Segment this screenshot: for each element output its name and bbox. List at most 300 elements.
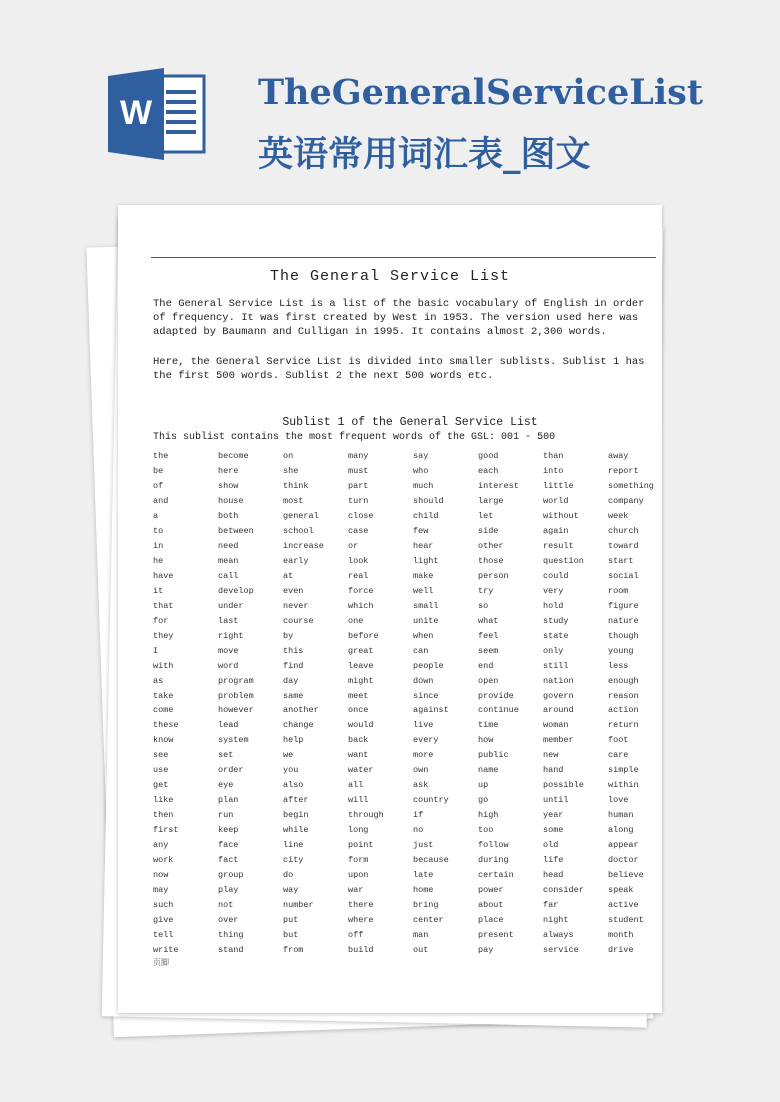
word-cell: country <box>413 795 449 806</box>
word-cell: early <box>283 555 309 566</box>
word-cell: can <box>413 645 429 656</box>
word-cell: to <box>153 525 164 536</box>
word-cell: keep <box>218 825 239 836</box>
word-row <box>153 554 673 569</box>
word-cell: case <box>348 525 369 536</box>
word-cell: start <box>608 555 634 566</box>
word-cell: real <box>348 570 369 581</box>
word-cell: become <box>218 451 249 461</box>
word-row <box>153 778 673 793</box>
word-cell: week <box>608 510 629 521</box>
word-cell: new <box>543 750 559 761</box>
word-cell: take <box>153 690 174 701</box>
word-cell: while <box>283 825 309 836</box>
word-row <box>153 868 673 883</box>
word-cell: year <box>543 810 564 821</box>
word-cell: public <box>478 750 509 761</box>
word-cell: love <box>608 795 629 806</box>
word-row <box>153 793 673 808</box>
word-cell: should <box>413 495 444 506</box>
word-cell: appear <box>608 840 639 851</box>
word-cell: face <box>218 840 239 851</box>
word-cell: make <box>413 570 434 581</box>
word-cell: provide <box>478 690 514 701</box>
word-cell: member <box>543 735 574 746</box>
word-cell: open <box>478 675 499 686</box>
word-cell: ask <box>413 780 429 791</box>
word-row <box>153 748 673 763</box>
word-cell: back <box>348 735 369 746</box>
word-cell: always <box>543 930 574 940</box>
word-cell: action <box>608 705 639 716</box>
word-cell: form <box>348 855 369 866</box>
word-cell: general <box>283 510 319 521</box>
word-cell: of <box>153 480 164 491</box>
word-cell: want <box>348 750 369 761</box>
word-cell: great <box>348 645 374 656</box>
word-row <box>153 539 673 554</box>
word-cell: point <box>348 840 374 851</box>
word-cell: where <box>348 915 374 926</box>
word-cell: world <box>543 495 569 506</box>
word-cell: day <box>283 675 299 686</box>
word-cell: will <box>348 795 369 806</box>
word-cell: live <box>413 720 434 731</box>
word-cell: look <box>348 555 369 566</box>
word-cell: bring <box>413 900 439 911</box>
word-cell: with <box>153 660 174 671</box>
word-cell: program <box>218 675 254 686</box>
word-cell: no <box>413 825 424 836</box>
word-cell: how <box>478 735 494 746</box>
word-cell: turn <box>348 495 369 506</box>
word-cell: tell <box>153 930 174 940</box>
word-cell: name <box>478 765 499 776</box>
document-heading: The General Service List <box>269 268 511 285</box>
word-cell: against <box>413 705 449 716</box>
word-cell: company <box>608 495 644 506</box>
word-cell: do <box>283 870 294 881</box>
word-row <box>153 913 673 928</box>
word-cell: small <box>413 600 439 611</box>
word-cell: way <box>283 885 299 896</box>
svg-text:W: W <box>119 94 153 132</box>
word-row <box>153 644 673 659</box>
word-cell: move <box>218 645 239 656</box>
word-cell: I <box>153 645 159 656</box>
word-cell: could <box>543 570 569 581</box>
word-cell: system <box>218 735 249 746</box>
word-cell: doctor <box>608 855 639 866</box>
word-cell: order <box>218 765 244 776</box>
word-cell: light <box>413 555 439 566</box>
word-cell: this <box>283 645 304 656</box>
word-cell: under <box>218 600 244 611</box>
word-cell: out <box>413 944 429 955</box>
word-cell: put <box>283 915 299 926</box>
word-cell: part <box>348 480 369 491</box>
word-cell: human <box>608 810 634 821</box>
word-cell: both <box>218 510 239 521</box>
word-cell: people <box>413 660 444 671</box>
word-cell: lead <box>218 720 239 731</box>
word-cell: late <box>413 870 434 881</box>
word-cell: a <box>153 510 159 521</box>
word-cell: question <box>543 555 584 566</box>
word-row <box>153 569 673 584</box>
word-cell: as <box>153 675 164 686</box>
word-cell: down <box>413 675 434 686</box>
word-cell: play <box>218 885 239 896</box>
word-cell: head <box>543 870 564 881</box>
word-row <box>153 479 673 494</box>
word-cell: some <box>543 825 564 836</box>
word-row <box>153 898 673 913</box>
word-cell: along <box>608 825 634 836</box>
word-row <box>153 629 673 644</box>
word-cell: we <box>283 750 294 761</box>
word-cell: set <box>218 750 234 761</box>
word-row <box>153 464 673 479</box>
word-cell: what <box>478 615 499 626</box>
word-cell: one <box>348 615 364 626</box>
word-cell: very <box>543 585 564 596</box>
word-cell: upon <box>348 870 369 881</box>
word-cell: from <box>283 944 304 955</box>
word-cell: through <box>348 810 384 821</box>
word-row <box>153 674 673 689</box>
word-cell: right <box>218 630 244 641</box>
word-cell: call <box>218 570 239 581</box>
word-cell: many <box>348 451 369 461</box>
word-cell: hear <box>413 540 434 551</box>
word-cell: never <box>283 600 309 611</box>
word-cell: water <box>348 765 374 776</box>
word-cell: social <box>608 570 639 581</box>
word-row <box>153 763 673 778</box>
word-cell: use <box>153 765 169 776</box>
word-row <box>153 808 673 823</box>
word-cell: house <box>218 495 244 506</box>
word-cell: those <box>478 555 504 566</box>
word-cell: so <box>478 600 489 611</box>
word-cell: person <box>478 570 509 581</box>
word-cell: though <box>608 630 639 641</box>
word-cell: school <box>283 525 314 536</box>
word-cell: help <box>283 735 304 746</box>
word-cell: when <box>413 630 434 641</box>
word-cell: thing <box>218 930 244 940</box>
word-row <box>153 614 673 629</box>
word-cell: once <box>348 705 369 716</box>
word-cell: in <box>153 540 164 551</box>
word-cell: but <box>283 930 299 940</box>
word-cell: enough <box>608 675 639 686</box>
word-cell: increase <box>283 540 324 551</box>
word-cell: student <box>608 915 644 926</box>
word-cell: write <box>153 944 179 955</box>
word-cell: own <box>413 765 429 776</box>
word-cell: woman <box>543 720 569 731</box>
word-cell: war <box>348 885 364 896</box>
word-cell: unite <box>413 615 439 626</box>
word-row <box>153 853 673 868</box>
word-cell: say <box>413 451 429 461</box>
word-cell: feel <box>478 630 499 641</box>
word-cell: which <box>348 600 374 611</box>
word-cell: into <box>543 465 564 476</box>
word-row <box>153 943 673 958</box>
word-cell: side <box>478 525 499 536</box>
word-cell: church <box>608 525 639 536</box>
word-cell: report <box>608 465 639 476</box>
word-cell: they <box>153 630 174 641</box>
word-cell: night <box>543 915 569 926</box>
word-cell: close <box>348 510 374 521</box>
word-cell: result <box>543 540 574 551</box>
word-cell: fact <box>218 855 239 866</box>
word-cell: pay <box>478 944 494 955</box>
word-cell: run <box>218 810 234 821</box>
word-cell: change <box>283 720 314 731</box>
word-cell: reason <box>608 690 639 701</box>
word-cell: figure <box>608 600 639 611</box>
word-cell: hand <box>543 765 564 776</box>
word-cell: drive <box>608 944 634 955</box>
word-cell: may <box>153 885 169 896</box>
word-row <box>153 659 673 674</box>
word-cell: try <box>478 585 494 596</box>
word-row <box>153 823 673 838</box>
word-cell: each <box>478 465 499 476</box>
word-cell: around <box>543 705 574 716</box>
word-doc-icon <box>108 68 208 160</box>
word-cell: than <box>543 451 564 461</box>
word-cell: follow <box>478 840 509 851</box>
word-cell: up <box>478 780 489 791</box>
page-footer: 页脚 <box>153 958 169 967</box>
word-cell: or <box>348 540 359 551</box>
intro-paragraph: The General Service List is a list of the basic vocabulary of English in order of frequency. It was first created by West in 1953. The version used here was adapted by Baumann and Culligan in 1995. It contains almost 2,300 words. <box>153 298 645 338</box>
word-cell: there <box>348 900 374 911</box>
word-cell: come <box>153 705 174 716</box>
word-cell: because <box>413 855 449 866</box>
word-cell: few <box>413 525 429 536</box>
word-row <box>153 524 673 539</box>
word-cell: certain <box>478 870 514 881</box>
word-cell: most <box>283 495 304 506</box>
word-cell: give <box>153 915 174 926</box>
word-cell: again <box>543 525 569 536</box>
word-cell: large <box>478 495 504 506</box>
word-cell: off <box>348 930 364 940</box>
word-cell: life <box>543 855 564 866</box>
page-title: TheGeneralServiceList英语常用词汇表_图文 <box>258 72 704 175</box>
word-cell: force <box>348 585 374 596</box>
word-cell: by <box>283 630 294 641</box>
word-cell: well <box>413 585 434 596</box>
word-cell: only <box>543 645 564 656</box>
word-cell: these <box>153 720 179 731</box>
word-cell: until <box>543 795 569 806</box>
word-cell: it <box>153 585 164 596</box>
word-cell: far <box>543 900 559 911</box>
word-cell: think <box>283 480 309 491</box>
word-cell: course <box>283 615 314 626</box>
word-cell: after <box>283 795 309 806</box>
word-cell: good <box>478 451 499 461</box>
word-cell: meet <box>348 690 369 701</box>
word-cell: he <box>153 555 164 566</box>
word-cell: work <box>153 855 174 866</box>
word-cell: nation <box>543 675 574 686</box>
word-row <box>153 703 673 718</box>
word-cell: little <box>543 480 574 491</box>
word-cell: much <box>413 480 434 491</box>
word-cell: speak <box>608 885 634 896</box>
word-cell: without <box>543 510 579 521</box>
word-cell: last <box>218 615 239 626</box>
word-cell: return <box>608 720 639 731</box>
word-cell: every <box>413 735 439 746</box>
word-cell: number <box>283 900 314 911</box>
word-cell: time <box>478 720 499 731</box>
word-cell: since <box>413 690 439 701</box>
word-cell: less <box>608 660 629 671</box>
word-row <box>153 584 673 599</box>
word-cell: problem <box>218 690 254 701</box>
word-cell: line <box>283 840 304 851</box>
word-cell: study <box>543 615 569 626</box>
word-cell: before <box>348 630 379 641</box>
word-cell: let <box>478 510 494 521</box>
word-cell: center <box>413 915 444 926</box>
word-row <box>153 449 673 464</box>
word-cell: need <box>218 540 239 551</box>
word-cell: might <box>348 675 374 686</box>
word-cell: have <box>153 570 174 581</box>
word-cell: know <box>153 735 174 746</box>
word-cell: possible <box>543 780 584 791</box>
word-cell: active <box>608 900 639 911</box>
word-row <box>153 838 673 853</box>
word-row <box>153 509 673 524</box>
word-row <box>153 689 673 704</box>
word-cell: foot <box>608 735 629 746</box>
word-cell: find <box>283 660 304 671</box>
word-cell: child <box>413 510 439 521</box>
document-page <box>118 205 662 1013</box>
word-cell: get <box>153 780 169 791</box>
word-cell: first <box>153 825 179 836</box>
word-cell: group <box>218 870 244 881</box>
word-cell: not <box>218 900 234 911</box>
word-cell: you <box>283 765 299 776</box>
word-cell: within <box>608 780 639 791</box>
word-cell: build <box>348 944 374 955</box>
word-cell: here <box>218 465 239 476</box>
word-cell: for <box>153 615 169 626</box>
word-cell: stand <box>218 944 244 955</box>
word-cell: begin <box>283 810 309 821</box>
word-cell: just <box>413 840 434 851</box>
word-cell: at <box>283 570 294 581</box>
sublist-title: Sublist 1 of the General Service List <box>282 416 538 429</box>
word-cell: now <box>153 870 169 881</box>
word-cell: nature <box>608 615 639 626</box>
word-cell: plan <box>218 795 239 806</box>
word-cell: on <box>283 451 294 461</box>
word-cell: end <box>478 660 494 671</box>
word-cell: another <box>283 705 319 716</box>
word-row <box>153 733 673 748</box>
word-cell: hold <box>543 600 564 611</box>
word-cell: power <box>478 885 504 896</box>
word-cell: she <box>283 465 299 476</box>
word-cell: if <box>413 810 424 821</box>
word-cell: simple <box>608 765 639 776</box>
word-cell: consider <box>543 885 584 896</box>
word-cell: state <box>543 630 569 641</box>
word-cell: young <box>608 645 634 656</box>
word-cell: however <box>218 705 254 716</box>
word-cell: present <box>478 930 514 940</box>
word-cell: who <box>413 465 429 476</box>
word-cell: believe <box>608 870 644 881</box>
word-cell: seem <box>478 645 499 656</box>
word-cell: word <box>218 660 239 671</box>
word-cell: over <box>218 915 239 926</box>
word-cell: would <box>348 720 374 731</box>
word-cell: any <box>153 840 169 851</box>
word-cell: and <box>153 495 169 506</box>
sublist-description: This sublist contains the most frequent words of the GSL: 001 - 500 <box>153 432 556 443</box>
word-cell: city <box>283 855 304 866</box>
word-cell: service <box>543 944 579 955</box>
word-row <box>153 494 673 509</box>
word-cell: too <box>478 825 494 836</box>
word-cell: also <box>283 780 304 791</box>
word-cell: go <box>478 795 489 806</box>
word-cell: during <box>478 855 509 866</box>
word-cell: that <box>153 600 174 611</box>
word-cell: old <box>543 840 559 851</box>
word-grid <box>153 449 673 958</box>
word-cell: month <box>608 930 634 940</box>
word-cell: continue <box>478 705 519 716</box>
word-cell: something <box>608 480 654 491</box>
word-cell: such <box>153 900 174 911</box>
word-cell: all <box>348 780 364 791</box>
header-rule <box>151 257 656 258</box>
word-row <box>153 718 673 733</box>
word-row <box>153 599 673 614</box>
word-cell: interest <box>478 480 519 491</box>
word-row <box>153 883 673 898</box>
word-cell: high <box>478 810 499 821</box>
word-cell: mean <box>218 555 239 566</box>
word-cell: like <box>153 795 174 806</box>
word-cell: the <box>153 451 169 461</box>
word-cell: away <box>608 451 629 461</box>
word-cell: same <box>283 690 304 701</box>
word-cell: toward <box>608 540 639 551</box>
word-cell: must <box>348 465 369 476</box>
word-cell: be <box>153 465 164 476</box>
word-cell: eye <box>218 780 234 791</box>
word-cell: room <box>608 585 629 596</box>
word-cell: between <box>218 525 254 536</box>
